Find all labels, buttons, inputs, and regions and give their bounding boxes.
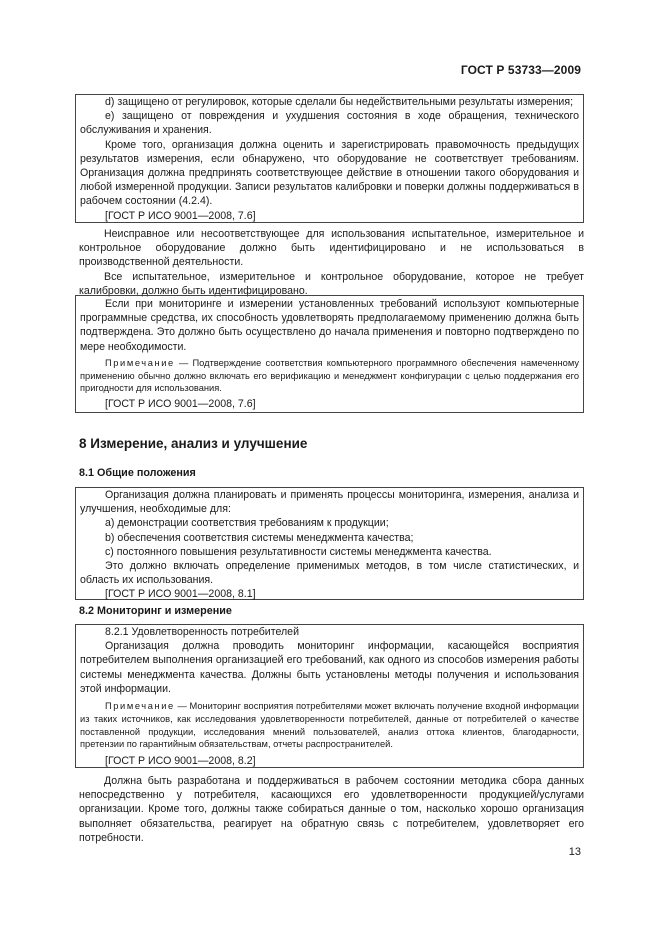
subsection-title: 8.2.1 Удовлетворенность потребителей [105,626,299,638]
box-paragraph: Если при мониторинге и измерении установленных требований используют компьютерные программные средства, их способность удовлетворять предполагаемому применению должна быть подтверждена. Это должно быть осуществлено до начала применения и повторно подтверждено по мере необходимости. [80,298,579,353]
note [80,357,579,395]
list-item-b: b) обеспечения соответствия системы менеджмента качества; [105,531,414,544]
list-item-e: e) защищено от повреждения и ухудшения состояния в ходе обращения, технического обслуживания и хранения. [80,110,579,137]
section-heading-8-1: 8.1 Общие положения [79,467,196,479]
paragraph: Должна быть разработана и поддерживаться в рабочем состоянии методика сбора данных непосредственно у потребителя, касающихся его удовлетворенности продукцией/услугами организации. Кроме того, должны также собираться данные о том, насколько хорошо организация выполняет обязательства, реагирует на обратную связь с потребителем, удовлетворяет его потребности. [79,775,584,844]
body-text-1 [79,227,584,298]
page-number: 13 [568,846,581,858]
note-label: Примечание [105,701,175,712]
quote-box-7-6-a [75,94,584,223]
list-item-a: a) демонстрации соответствия требованиям к продукции; [105,517,389,530]
body-text-2 [79,774,584,845]
section-heading-8-2: 8.2 Мониторинг и измерение [79,605,232,617]
list-item-d: d) защищено от регулировок, которые сделали бы недействительными результаты измерения; [105,96,574,108]
section-heading-8: 8 Измерение, анализ и улучшение [79,436,308,451]
quote-box-8-1 [75,487,584,600]
reference: [ГОСТ Р ИСО 9001—2008, 8.1] [105,588,256,601]
note-label: Примечание [105,357,175,368]
list-item-c: c) постоянного повышения результативности системы менеджмента качества. [105,545,492,558]
paragraph: Неисправное или несоответствующее для использования испытательное, измерительное и контрольное оборудование должно быть идентифицировано и не использоваться в производственной деятельности. [79,228,584,269]
reference: [ГОСТ Р ИСО 9001—2008, 7.6] [105,209,256,222]
standard-number: ГОСТ Р 53733—2009 [460,63,581,77]
box-paragraph: Кроме того, организация должна оценить и зарегистрировать правомочность предыдущих результатов измерения, если обнаружено, что оборудование не соответствует требованиям. Организация должна предпринять соответствующее действие в отношении такого оборудования и любой измеренной продукции. Записи результатов калибровки и поверки должны поддерживаться в рабочем состоянии (4.2.4). [80,138,579,208]
note [80,700,579,751]
box-paragraph: Это должно включать определение применимых методов, в том числе статистических, и область их использования. [80,560,579,587]
note-text: — Мониторинг восприятия потребителями может включать получение входной информации из таких источников, как исследования удовлетворенности потребителей, данные от потребителей о качестве поставленной продукции, исследования мнений пользователей, анализ оттока клиентов, благодарности, претензии по гарантийным обязательствам, отчеты распространителей. [80,701,579,750]
box-paragraph: Организация должна проводить мониторинг информации, касающейся восприятия потребителем выполнения организацией его требований, как одного из способов измерения работы системы менеджмента качества. Должны быть установлены методы получения и использования этой информации. [80,640,579,695]
quote-box-7-6-b [75,295,584,413]
reference: [ГОСТ Р ИСО 9001—2008, 8.2] [105,755,256,768]
quote-box-8-2 [75,624,584,768]
paragraph: Все испытательное, измерительное и контрольное оборудование, которое не требует калибровки, должно быть идентифицировано. [79,270,584,297]
box-paragraph: Организация должна планировать и применять процессы мониторинга, измерения, анализа и улучшения, необходимые для: [80,489,579,516]
note-text: — Подтверждение соответствия компьютерного программного обеспечения намеченному применению обычно должно включать его верификацию и менеджмент конфигурации с целью поддержания его пригодности для использования. [80,357,579,394]
reference: [ГОСТ Р ИСО 9001—2008, 7.6] [105,398,256,411]
